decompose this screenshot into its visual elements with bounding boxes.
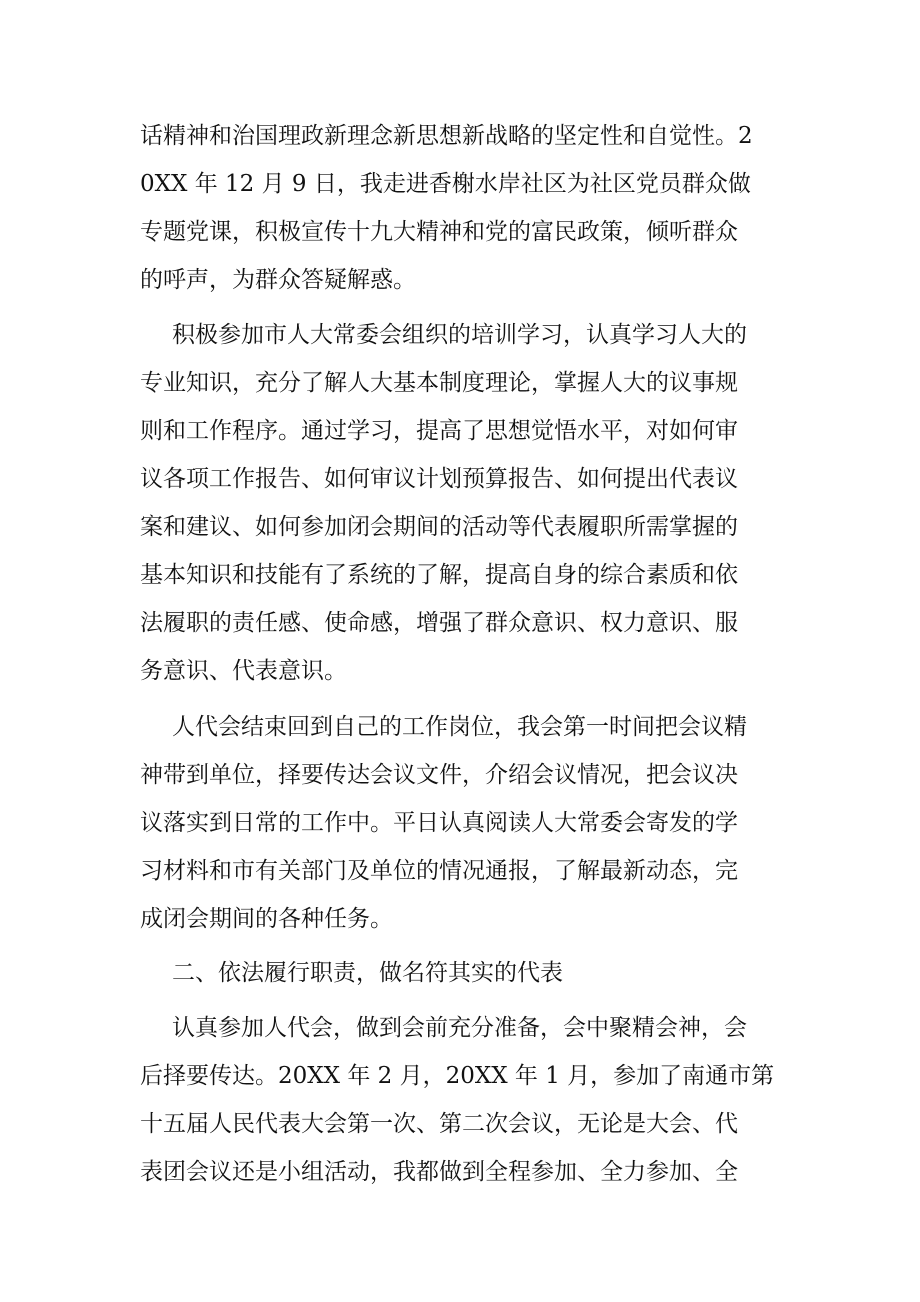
text-line: 议落实到日常的工作中。平日认真阅读人大常委会寄发的学 xyxy=(140,810,738,836)
text-line: 认真参加人代会，做到会前充分准备，会中聚精会神，会 xyxy=(172,1015,747,1041)
text-line: 专题党课，积极宣传十九大精神和党的富民政策，倾听群众 xyxy=(140,219,738,245)
text-line: 基本知识和技能有了系统的了解，提高自身的综合素质和依 xyxy=(140,562,738,588)
text-line: 法履职的责任感、使命感，增强了群众意识、权力意识、服 xyxy=(140,610,738,636)
text-line: 话精神和治国理政新理念新思想新战略的坚定性和自觉性。2 xyxy=(140,123,753,149)
section-heading: 二、依法履行职责，做名符其实的代表 xyxy=(172,960,563,986)
text-line: 务意识、代表意识。 xyxy=(140,658,347,684)
text-line: 专业知识，充分了解人大基本制度理论，掌握人大的议事规 xyxy=(140,370,738,396)
text-line: 习材料和市有关部门及单位的情况通报，了解最新动态，完 xyxy=(140,858,738,884)
text-line: 后择要传达。20XX 年 2 月，20XX 年 1 月，参加了南通市第 xyxy=(140,1063,775,1089)
text-line: 十五届人民代表大会第一次、第二次会议，无论是大会、代 xyxy=(140,1111,738,1137)
text-line: 表团会议还是小组活动，我都做到全程参加、全力参加、全 xyxy=(140,1159,738,1185)
text-line: 积极参加市人大常委会组织的培训学习，认真学习人大的 xyxy=(172,322,747,348)
text-line: 则和工作程序。通过学习，提高了思想觉悟水平，对如何审 xyxy=(140,418,738,444)
text-line: 神带到单位，择要传达会议文件，介绍会议情况，把会议决 xyxy=(140,762,738,788)
text-line: 的呼声，为群众答疑解惑。 xyxy=(140,267,416,293)
text-line: 0XX 年 12 月 9 日，我走进香榭水岸社区为社区党员群众做 xyxy=(140,171,751,197)
text-line: 人代会结束回到自己的工作岗位，我会第一时间把会议精 xyxy=(172,714,747,740)
text-line: 议各项工作报告、如何审议计划预算报告、如何提出代表议 xyxy=(140,466,738,492)
text-line: 成闭会期间的各种任务。 xyxy=(140,906,393,932)
text-line: 案和建议、如何参加闭会期间的活动等代表履职所需掌握的 xyxy=(140,514,738,540)
